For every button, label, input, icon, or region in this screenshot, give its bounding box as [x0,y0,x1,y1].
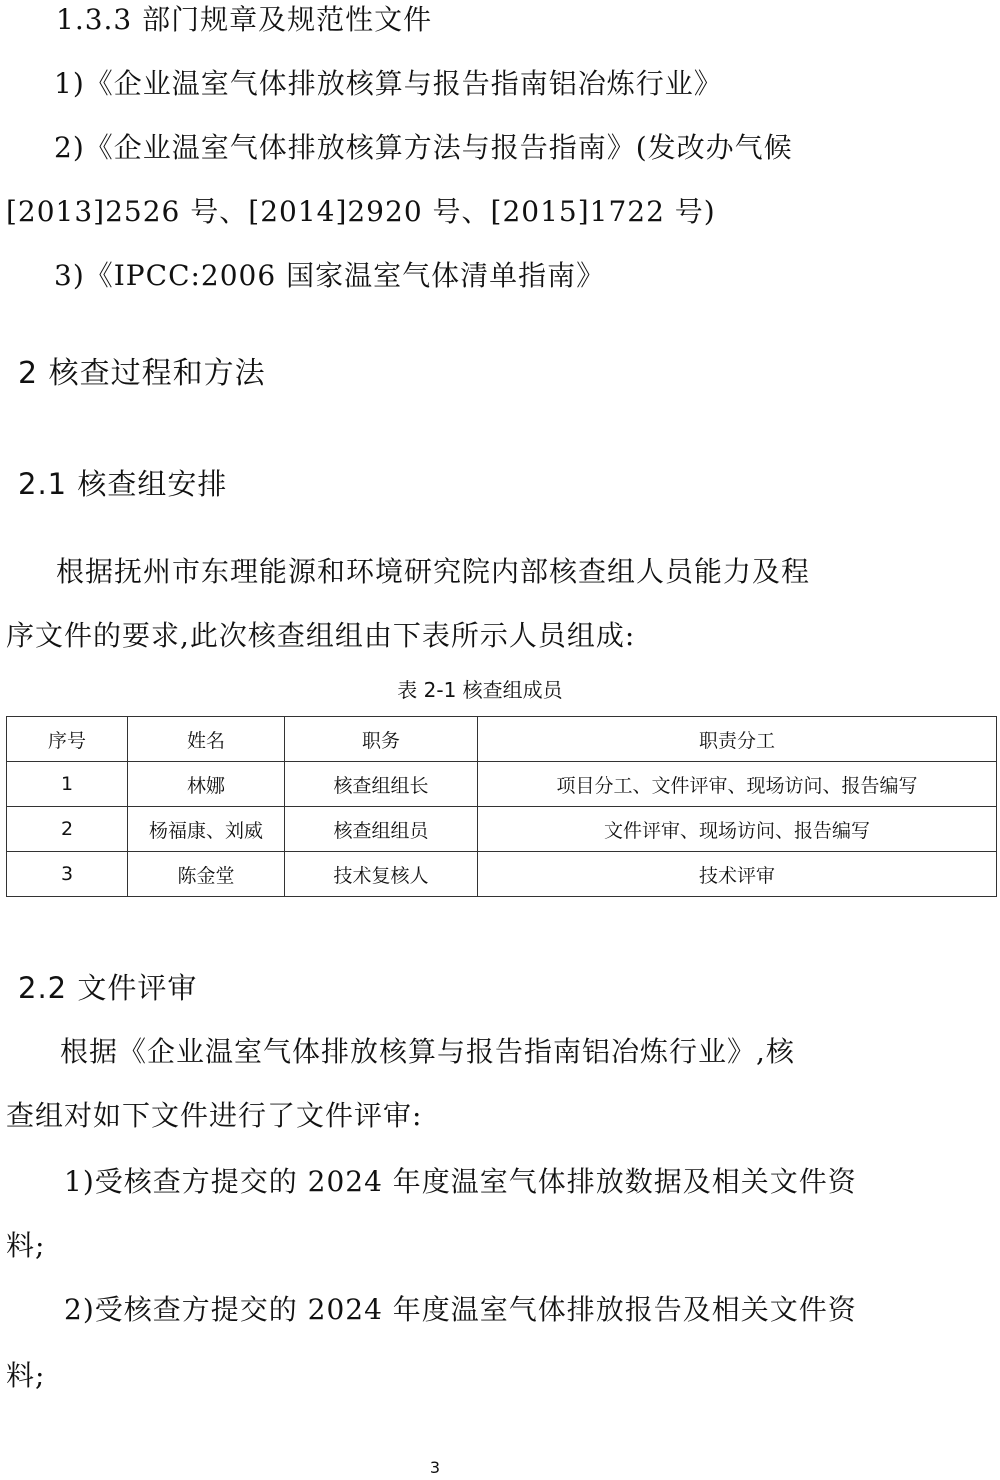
table-row [7,807,997,852]
cell-responsibility: 项目分工、文件评审、现场访问、报告编写 [478,762,997,807]
cell-responsibility: 文件评审、现场访问、报告编写 [478,807,997,852]
reviewed-file-1-line-1: 1)受核查方提交的 2024 年度温室气体排放数据及相关文件资 [64,1165,857,1198]
section-2-2-paragraph-line-2: 查组对如下文件进行了文件评审: [6,1099,423,1132]
reviewed-file-1-line-2: 料; [6,1229,46,1262]
section-2-heading: 2 核查过程和方法 [18,356,266,391]
regulation-item-2-line-2: [2013]2526 号、[2014]2920 号、[2015]1722 号) [6,195,716,228]
section-2-2-paragraph-line-1: 根据《企业温室气体排放核算与报告指南铝冶炼行业》,核 [60,1035,795,1068]
reviewed-file-2-line-1: 2)受核查方提交的 2024 年度温室气体排放报告及相关文件资 [64,1293,857,1326]
section-2-2-heading: 2.2 文件评审 [18,971,198,1005]
section-2-1-paragraph-line-2: 序文件的要求,此次核查组组由下表所示人员组成: [6,619,636,652]
cell-position: 技术复核人 [285,852,478,897]
table-header-row [7,717,997,762]
table-row [7,852,997,897]
section-2-1-paragraph-line-1: 根据抚州市东理能源和环境研究院内部核查组人员能力及程 [56,555,811,588]
header-position: 职务 [285,717,478,762]
header-no: 序号 [7,717,128,762]
section-2-1-heading: 2.1 核查组安排 [18,467,228,501]
cell-no: 2 [7,807,128,852]
regulation-item-1: 1)《企业温室气体排放核算与报告指南铝冶炼行业》 [54,67,723,100]
section-1-3-3-heading: 1.3.3 部门规章及规范性文件 [56,3,433,36]
cell-position: 核查组组长 [285,762,478,807]
cell-no: 3 [7,852,128,897]
table-caption: 表 2-1 核查组成员 [397,678,563,702]
cell-responsibility: 技术评审 [478,852,997,897]
header-name: 姓名 [128,717,285,762]
team-members-table [6,716,997,897]
cell-name: 林娜 [128,762,285,807]
table-row [7,762,997,807]
cell-position: 核查组组员 [285,807,478,852]
page-number: 3 [429,1458,441,1477]
regulation-item-3: 3)《IPCC:2006 国家温室气体清单指南》 [54,259,606,292]
header-responsibility: 职责分工 [478,717,997,762]
cell-no: 1 [7,762,128,807]
cell-name: 杨福康、刘威 [128,807,285,852]
cell-name: 陈金堂 [128,852,285,897]
reviewed-file-2-line-2: 料; [6,1359,46,1392]
regulation-item-2-line-1: 2)《企业温室气体排放核算方法与报告指南》(发改办气候 [54,131,793,164]
